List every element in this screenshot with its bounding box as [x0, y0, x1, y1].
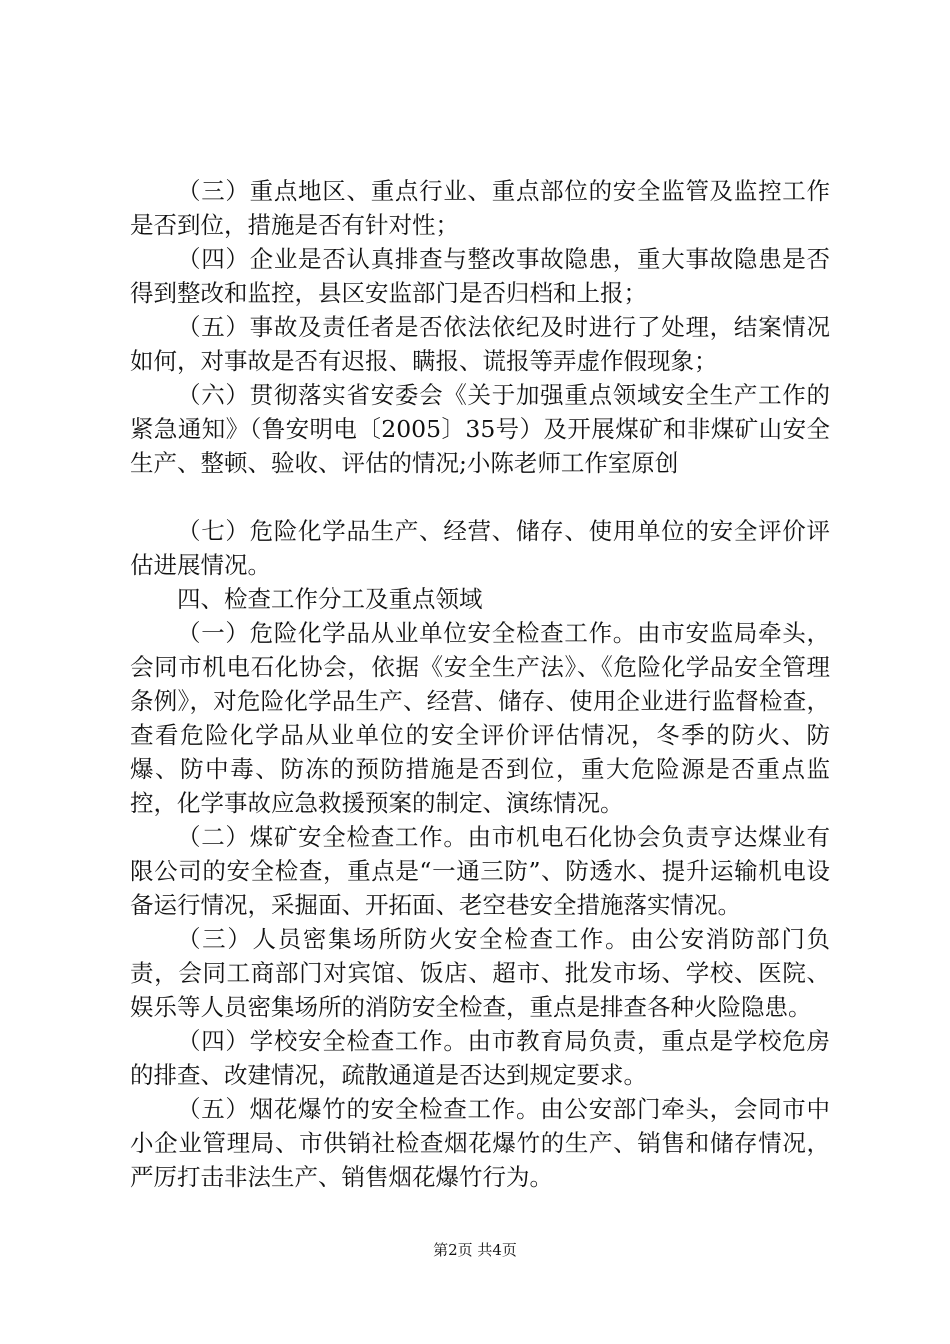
paragraph-item-7: （七）危险化学品生产、经营、储存、使用单位的安全评价评估进展情况。 — [130, 517, 830, 579]
section-4-item-2: （二）煤矿安全检查工作。由市机电石化协会负责亨达煤业有限公司的安全检查，重点是“一通三防”、防透水、提升运输机电设备运行情况，采掘面、开拓面、老空巷安全措施落实情况。 — [130, 823, 830, 919]
paragraph-item-5: （五）事故及责任者是否依法依纪及时进行了处理，结案情况如何，对事故是否有迟报、瞒报、谎报等弄虚作假现象； — [130, 313, 830, 375]
paragraph-item-4: （四）企业是否认真排查与整改事故隐患，重大事故隐患是否得到整改和监控，县区安监部门是否归档和上报； — [130, 245, 830, 307]
section-4-item-5: （五）烟花爆竹的安全检查工作。由公安部门牵头，会同市中小企业管理局、市供销社检查烟花爆竹的生产、销售和储存情况，严厉打击非法生产、销售烟花爆竹行为。 — [130, 1095, 830, 1191]
page-number-footer: 第2页 共4页 — [433, 1241, 517, 1259]
document-body — [130, 174, 830, 1194]
section-heading-4: 四、检查工作分工及重点领域 — [177, 585, 483, 613]
paragraph-item-3: （三）重点地区、重点行业、重点部位的安全监管及监控工作是否到位，措施是否有针对性； — [130, 177, 830, 239]
paragraph-item-6: （六）贯彻落实省安委会《关于加强重点领域安全生产工作的紧急通知》（鲁安明电〔2005〕35号）及开展煤矿和非煤矿山安全生产、整顿、验收、评估的情况;小陈老师工作室原创 — [130, 381, 830, 477]
section-4-item-4: （四）学校安全检查工作。由市教育局负责，重点是学校危房的排查、改建情况，疏散通道是否达到规定要求。 — [130, 1027, 830, 1089]
section-4-item-3: （三）人员密集场所防火安全检查工作。由公安消防部门负责，会同工商部门对宾馆、饭店、超市、批发市场、学校、医院、娱乐等人员密集场所的消防安全检查，重点是排查各种火险隐患。 — [130, 925, 830, 1021]
section-4-item-1: （一）危险化学品从业单位安全检查工作。由市安监局牵头，会同市机电石化协会，依据《安全生产法》、《危险化学品安全管理条例》，对危险化学品生产、经营、储存、使用企业进行监督检查，查看危险化学品从业单位的安全评价评估情况，冬季的防火、防爆、防中毒、防冻的预防措施是否到位，重大危险源是否重点监控，化学事故应急救援预案的制定、演练情况。 — [130, 619, 830, 817]
